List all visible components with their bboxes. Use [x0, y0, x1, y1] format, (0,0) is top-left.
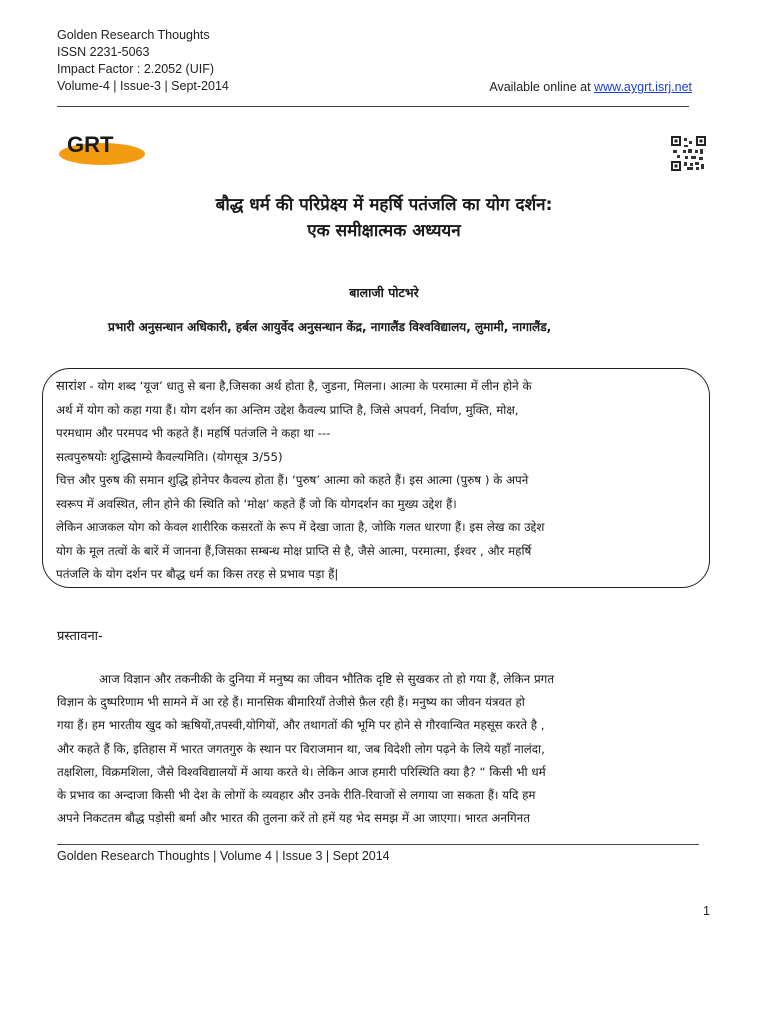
abstract-line: परमधाम और परमपद भी कहते हैं। महर्षि पतंजलि ने कहा था ---	[56, 426, 331, 440]
body-line: गया हैं। हम भारतीय खुद को ऋषियों,तपस्वी,योगियों, और तथागतों की भूमि पर होने से गौरवान्वित महसूस करते है ,	[57, 718, 545, 733]
availability-note	[489, 80, 692, 94]
body-line: तक्षशिला, विक्रमशिला, जैसे विश्वविद्यालयों में आया करते थे। लेकिन आज हमारी परिस्थिति क्या है? “ किसी भी धर्म	[57, 764, 546, 779]
abstract-line: अर्थ में योग को कहा गया हैं। योग दर्शन का अन्तिम उद्देश कैवल्य प्राप्ति है, जिसे अपवर्ग, निर्वाण, मुक्ति, मोक्ष,	[56, 402, 519, 417]
body-line: के प्रभाव का अन्दाजा किसी भी देश के लोगों के व्यवहार और उनके रीति-रिवाजों से लगाया जा सकता हैं। यदि हम	[57, 788, 536, 803]
body-line: विज्ञान के दुष्परिणाम भी सामने में आ रहे हैं। मानसिक बीमारियाँ तेजीसे फ़ैल रही हैं। मनुष्य का जीवन यंत्रवत हो	[57, 695, 525, 710]
logo-text: GRT	[67, 132, 114, 157]
section-heading: प्रस्तावना-	[57, 629, 103, 644]
journal-link[interactable]: www.aygrt.isrj.net	[594, 80, 692, 94]
abstract-line: पतंजलि के योग दर्शन पर बौद्ध धर्म का किस तरह से प्रभाव पड़ा हैं|	[56, 567, 339, 581]
abstract-line: स्वरूप में अवस्थित, लीन होने की स्थिति को ‘मोक्ष’ कहते हैं जो कि योगदर्शन का मुख्य उद्देश हैं।	[56, 496, 457, 511]
abstract-line: चित्त और पुरुष की समान शुद्धि होनेपर कैवल्य होता हैं। ‘पुरुष’ आत्मा को कहते हैं। इस आत्मा (पुरुष ) के अपने	[56, 473, 529, 487]
grt-logo	[58, 128, 146, 168]
abstract-line: सत्वपुरुषयोः शुद्धिसाम्ये कैवल्यमिति। (योगसूत्र 3/55)	[56, 449, 283, 464]
title-line-2: एक समीक्षात्मक अध्ययन	[307, 221, 461, 241]
author-name: बालाजी पोटभरे	[349, 285, 419, 300]
footer-divider	[57, 844, 699, 845]
paper-title	[60, 192, 708, 244]
abstract	[56, 375, 706, 587]
volume-issue: Volume-4 | Issue-3 | Sept-2014	[57, 79, 229, 93]
issn: ISSN 2231-5063	[57, 45, 150, 59]
body-line: आज विज्ञान और तकनीकी के दुनिया में मनुष्य का जीवन भौतिक दृष्टि से सुखकर तो हो गया हैं, लेकिन प्रगत	[99, 672, 555, 686]
abstract-label: सारांश	[56, 379, 86, 394]
journal-meta	[57, 27, 229, 95]
body-line: और कहते हैं कि, इतिहास में भारत जगतगुरु के स्थान पर विराजमान था, जब विदेशी लोग पढ़ने के लिये यहाँ नालंदा,	[57, 741, 545, 756]
footer-citation: Golden Research Thoughts | Volume 4 | Issue 3 | Sept 2014	[57, 849, 390, 863]
abstract-line: लेकिन आजकल योग को केवल शारीरिक कसरतों के रूप में देखा जाता है, जोकि गलत धारणा हैं। इस लेख का उद्देश	[56, 520, 545, 534]
abstract-line: योग के मूल तत्वों के बारें में जानना हैं,जिसका सम्बन्ध मोक्ष प्राप्ति से है, जैसे आत्मा, परमात्मा, ईश्वर , और महर्षि	[56, 543, 532, 558]
page-number: 1	[703, 904, 710, 918]
introduction-body	[57, 668, 697, 830]
header-divider	[57, 106, 689, 107]
journal-name: Golden Research Thoughts	[57, 28, 210, 42]
qr-code-icon	[671, 136, 706, 171]
author-affiliation: प्रभारी अनुसन्धान अधिकारी, हर्बल आयुर्वेद अनुसन्धान केंद्र, नागालैंड विश्वविद्यालय, लुमामी, नागालैंड,	[108, 320, 552, 334]
body-line: अपने निकटतम बौद्ध पड़ोसी बर्मा और भारत की तुलना करें तो हमें यह भेद समझ में आ जाएगा। भारत अनगिनत	[57, 811, 530, 826]
impact-factor: Impact Factor : 2.2052 (UIF)	[57, 62, 214, 76]
title-line-1: बौद्ध धर्म की परिप्रेक्ष्य में महर्षि पतंजलि का योग दर्शन:	[215, 195, 553, 215]
online-label: Available online at	[489, 80, 595, 94]
abstract-line: सारांश - योग शब्द ‘यूज’ धातु से बना है,जिसका अर्थ होता है, जुडना, मिलना। आत्मा के परमात्मा में लीन होने के	[56, 379, 532, 394]
